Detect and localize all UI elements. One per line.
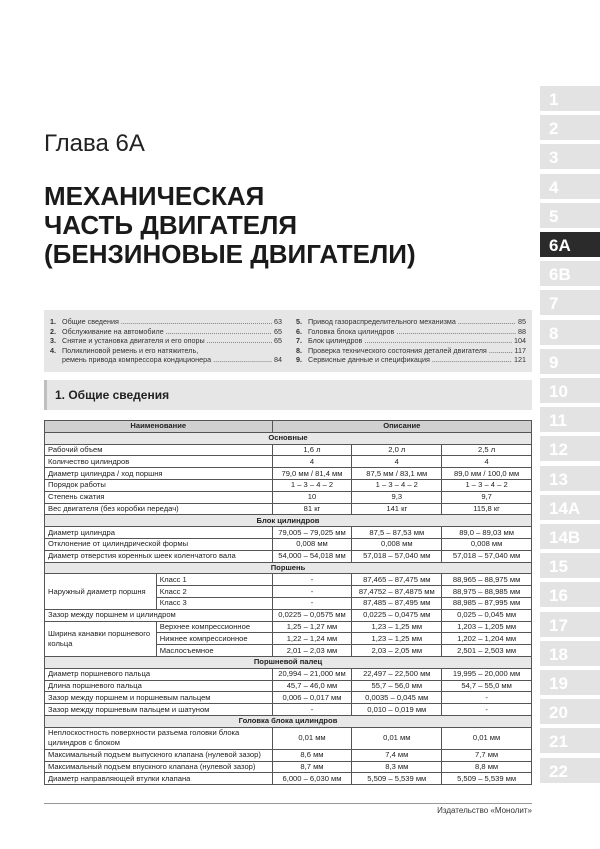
param-value: 1,23 – 1,25 мм [352, 621, 442, 633]
chapter-tab-2[interactable]: 2 [540, 115, 600, 142]
table-row [45, 704, 532, 716]
param-name: Рабочий объем [45, 444, 273, 456]
param-value: 87,4752 – 87,4875 мм [352, 586, 442, 598]
toc-num: 3. [50, 336, 56, 346]
param-subname: Нижнее компрессионное [156, 633, 272, 645]
toc-item[interactable] [50, 336, 282, 346]
toc-text: ремень привода компрессора кондиционера ..... [62, 355, 272, 365]
param-value: 89,0 – 89,03 мм [442, 527, 532, 539]
param-name: Неплоскостность поверхности разъема головки блока цилиндров с блоком [45, 727, 273, 749]
param-value: 5,509 – 5,539 мм [442, 773, 532, 785]
param-value: 79,005 – 79,025 мм [272, 527, 352, 539]
param-value: 0,01 мм [442, 727, 532, 749]
table-row [45, 538, 532, 550]
param-value: 1,202 – 1,204 мм [442, 633, 532, 645]
toc-page: 88 [518, 326, 526, 336]
table-of-contents [44, 310, 532, 372]
group-title: Блок цилиндров [45, 515, 532, 527]
toc-num: 4. [50, 345, 56, 355]
param-value: 87,485 – 87,495 мм [352, 597, 442, 609]
param-value: 2,01 – 2,03 мм [272, 645, 352, 657]
param-name: Максимальный подъем впускного клапана (нулевой зазор) [45, 761, 273, 773]
header-name: Наименование [45, 421, 273, 433]
chapter-tab-10[interactable]: 10 [540, 378, 600, 405]
table-row [45, 761, 532, 773]
table-row [45, 680, 532, 692]
table-row [45, 503, 532, 515]
table-group-row [45, 562, 532, 574]
chapter-tab-6b[interactable]: 6B [540, 261, 600, 288]
param-value: 5,509 – 5,539 мм [352, 773, 442, 785]
param-subname: Класс 1 [156, 574, 272, 586]
param-value: 1,203 – 1,205 мм [442, 621, 532, 633]
param-subname: Маслосъемное [156, 645, 272, 657]
toc-right-column [296, 317, 526, 365]
param-name: Степень сжатия [45, 491, 273, 503]
param-value: 0,0225 – 0,0575 мм [272, 609, 352, 621]
param-value: 7,4 мм [352, 749, 442, 761]
param-value: 20,994 – 21,000 мм [272, 668, 352, 680]
param-value: - [272, 574, 352, 586]
chapter-tab-14a[interactable]: 14A [540, 495, 600, 522]
table-row [45, 668, 532, 680]
section-header: 1. Общие сведения [44, 380, 532, 410]
param-value: 57,018 – 57,040 мм [352, 550, 442, 562]
chapter-tab-21[interactable]: 21 [540, 728, 600, 755]
table-row [45, 574, 532, 586]
chapter-tab-13[interactable]: 13 [540, 466, 600, 493]
param-name: Ширина канавки поршневого кольца [45, 621, 157, 656]
toc-page: 63 [274, 317, 282, 326]
param-value: - [272, 597, 352, 609]
param-value: 8,7 мм [272, 761, 352, 773]
chapter-tab-4[interactable]: 4 [540, 174, 600, 201]
toc-num: 7. [296, 336, 302, 346]
toc-item[interactable] [50, 355, 282, 365]
table-row [45, 773, 532, 785]
param-value: 19,995 – 20,000 мм [442, 668, 532, 680]
param-value: 115,8 кг [442, 503, 532, 515]
param-name: Зазор между поршнем и цилиндром [45, 609, 273, 621]
param-value: 0,0225 – 0,0475 мм [352, 609, 442, 621]
toc-num: 2. [50, 326, 56, 336]
param-value: 0,008 мм [272, 538, 352, 550]
toc-page: 104 [514, 336, 526, 346]
param-value: 1,22 – 1,24 мм [272, 633, 352, 645]
group-title: Основные [45, 432, 532, 444]
spec-table [44, 420, 532, 785]
table-group-row [45, 656, 532, 668]
param-value: 9,7 [442, 491, 532, 503]
param-name: Диаметр цилиндра [45, 527, 273, 539]
chapter-tab-18[interactable]: 18 [540, 641, 600, 668]
chapter-tab-1[interactable]: 1 [540, 86, 600, 113]
toc-item[interactable] [296, 327, 526, 337]
param-name: Отклонение от цилиндрической формы [45, 538, 273, 550]
param-value: 88,985 – 87,995 мм [442, 597, 532, 609]
param-value: 1 – 3 – 4 – 2 [352, 479, 442, 491]
toc-text: Головка блока цилиндров ..... [308, 327, 516, 337]
toc-item[interactable] [296, 355, 526, 365]
chapter-tab-9[interactable]: 9 [540, 349, 600, 376]
chapter-tab-12[interactable]: 12 [540, 436, 600, 463]
param-name: Диаметр направляющей втулки клапана [45, 773, 273, 785]
toc-page: 85 [518, 317, 526, 326]
toc-item[interactable] [50, 346, 282, 356]
table-row [45, 491, 532, 503]
table-row [45, 468, 532, 480]
param-value: 2,501 – 2,503 мм [442, 645, 532, 657]
chapter-tab-19[interactable]: 19 [540, 670, 600, 697]
toc-text: Поликлиновой ремень и его натяжитель, [62, 345, 199, 355]
group-title: Поршень [45, 562, 532, 574]
param-value: 4 [272, 456, 352, 468]
toc-page: 121 [514, 355, 526, 365]
param-subname: Класс 3 [156, 597, 272, 609]
chapter-tab-14b[interactable]: 14B [540, 524, 600, 551]
param-value: - [272, 586, 352, 598]
param-name: Количество цилиндров [45, 456, 273, 468]
param-value: 1 – 3 – 4 – 2 [272, 479, 352, 491]
title-line-3: (БЕНЗИНОВЫЕ ДВИГАТЕЛИ) [44, 239, 416, 269]
toc-text: Проверка технического состояния деталей двигателя ..... [308, 346, 513, 356]
toc-num: 1. [50, 317, 56, 326]
chapter-tab-22[interactable]: 22 [540, 758, 600, 785]
param-value: 4 [352, 456, 442, 468]
param-name: Максимальный подъем выпускного клапана (нулевой зазор) [45, 749, 273, 761]
toc-page: 117 [514, 345, 526, 355]
toc-item[interactable] [50, 327, 282, 337]
param-value: 88,975 – 88,985 мм [442, 586, 532, 598]
toc-page: 65 [274, 326, 282, 336]
param-value: 55,7 – 56,0 мм [352, 680, 442, 692]
toc-page: 84 [274, 355, 282, 365]
chapter-tab-3[interactable]: 3 [540, 144, 600, 171]
table-group-row [45, 432, 532, 444]
param-value: 88,965 – 88,975 мм [442, 574, 532, 586]
group-title: Головка блока цилиндров [45, 715, 532, 727]
toc-text: Сервисные данные и спецификация ..... [308, 355, 512, 365]
toc-text: Блок цилиндров ..... [308, 336, 512, 346]
param-value: 0,006 – 0,017 мм [272, 692, 352, 704]
table-row [45, 479, 532, 491]
param-value: 2,5 л [442, 444, 532, 456]
param-value: 1,23 – 1,25 мм [352, 633, 442, 645]
param-value: 2,03 – 2,05 мм [352, 645, 442, 657]
param-value: 1 – 3 – 4 – 2 [442, 479, 532, 491]
toc-item[interactable] [50, 317, 282, 327]
param-value: 57,018 – 57,040 мм [442, 550, 532, 562]
toc-text: Общие сведения ..... [62, 317, 272, 327]
toc-page: 65 [274, 336, 282, 346]
chapter-title [44, 182, 534, 269]
param-name: Диаметр поршневого пальца [45, 668, 273, 680]
param-value: 54,7 – 55,0 мм [442, 680, 532, 692]
toc-num: 5. [296, 317, 302, 326]
table-group-row [45, 715, 532, 727]
param-value: 1,25 – 1,27 мм [272, 621, 352, 633]
toc-item[interactable] [296, 336, 526, 346]
param-name: Зазор между поршнем и поршневым пальцем [45, 692, 273, 704]
param-value: - [442, 692, 532, 704]
table-row [45, 550, 532, 562]
toc-num: 8. [296, 345, 302, 355]
publisher: Издательство «Монолит» [437, 806, 532, 815]
param-name: Диаметр отверстия коренных шеек коленчатого вала [45, 550, 273, 562]
table-row [45, 621, 532, 633]
param-name: Вес двигателя (без коробки передач) [45, 503, 273, 515]
param-value: 8,8 мм [442, 761, 532, 773]
param-name: Диаметр цилиндра / ход поршня [45, 468, 273, 480]
table-row [45, 456, 532, 468]
chapter-tab-11[interactable]: 11 [540, 407, 600, 434]
param-value: 87,5 мм / 83,1 мм [352, 468, 442, 480]
param-value: - [272, 704, 352, 716]
param-value: - [442, 704, 532, 716]
param-name: Наружный диаметр поршня [45, 574, 157, 609]
toc-num: 6. [296, 326, 302, 336]
chapter-tab-5[interactable]: 5 [540, 203, 600, 230]
title-line-1: МЕХАНИЧЕСКАЯ [44, 181, 265, 211]
param-value: 0,008 мм [442, 538, 532, 550]
toc-text: Снятие и установка двигателя и его опоры ..... [62, 336, 272, 346]
title-line-2: ЧАСТЬ ДВИГАТЕЛЯ [44, 210, 298, 240]
toc-item[interactable] [296, 346, 526, 356]
table-row [45, 527, 532, 539]
group-title: Поршневой палец [45, 656, 532, 668]
table-row [45, 444, 532, 456]
param-subname: Класс 2 [156, 586, 272, 598]
param-value: 22,497 – 22,500 мм [352, 668, 442, 680]
toc-num [50, 355, 62, 365]
table-row [45, 609, 532, 621]
toc-text: Обслуживание на автомобиле ..... [62, 327, 272, 337]
param-value: 81 кг [272, 503, 352, 515]
param-value: 7,7 мм [442, 749, 532, 761]
toc-item[interactable] [296, 317, 526, 327]
chapter-label: Глава 6А [44, 130, 145, 157]
toc-left-column [50, 317, 282, 365]
param-value: 6,000 – 6,030 мм [272, 773, 352, 785]
param-value: 0,025 – 0,045 мм [442, 609, 532, 621]
param-value: 0,010 – 0,019 мм [352, 704, 442, 716]
chapter-tab-16[interactable]: 16 [540, 582, 600, 609]
param-name: Порядок работы [45, 479, 273, 491]
param-value: 0,0035 – 0,045 мм [352, 692, 442, 704]
param-value: 0,01 мм [352, 727, 442, 749]
param-value: 0,01 мм [272, 727, 352, 749]
chapter-tab-7[interactable]: 7 [540, 290, 600, 317]
param-value: 87,465 – 87,475 мм [352, 574, 442, 586]
toc-page [280, 346, 282, 356]
param-value: 89,0 мм / 100,0 мм [442, 468, 532, 480]
param-value: 10 [272, 491, 352, 503]
param-name: Длина поршневого пальца [45, 680, 273, 692]
footer-rule [44, 803, 532, 804]
param-value: 2,0 л [352, 444, 442, 456]
param-value: 8,6 мм [272, 749, 352, 761]
param-value: 79,0 мм / 81,4 мм [272, 468, 352, 480]
param-value: 8,3 мм [352, 761, 442, 773]
param-value: 87,5 – 87,53 мм [352, 527, 442, 539]
table-group-row [45, 515, 532, 527]
param-value: 45,7 – 46,0 мм [272, 680, 352, 692]
toc-text: Привод газораспределительного механизма ..... [308, 317, 516, 327]
param-value: 54,000 – 54,018 мм [272, 550, 352, 562]
table-row [45, 749, 532, 761]
header-desc: Описание [272, 421, 531, 433]
table-row [45, 727, 532, 749]
param-value: 1,6 л [272, 444, 352, 456]
param-value: 141 кг [352, 503, 442, 515]
chapter-tab-6a[interactable]: 6A [540, 232, 600, 259]
toc-num: 9. [296, 355, 302, 365]
table-row [45, 692, 532, 704]
param-name: Зазор между поршневым пальцем и шатуном [45, 704, 273, 716]
chapter-tab-20[interactable]: 20 [540, 699, 600, 726]
chapter-tab-8[interactable]: 8 [540, 320, 600, 347]
param-subname: Верхнее компрессионное [156, 621, 272, 633]
chapter-tab-15[interactable]: 15 [540, 553, 600, 580]
chapter-tab-17[interactable]: 17 [540, 612, 600, 639]
param-value: 0,008 мм [352, 538, 442, 550]
param-value: 9,3 [352, 491, 442, 503]
param-value: 4 [442, 456, 532, 468]
